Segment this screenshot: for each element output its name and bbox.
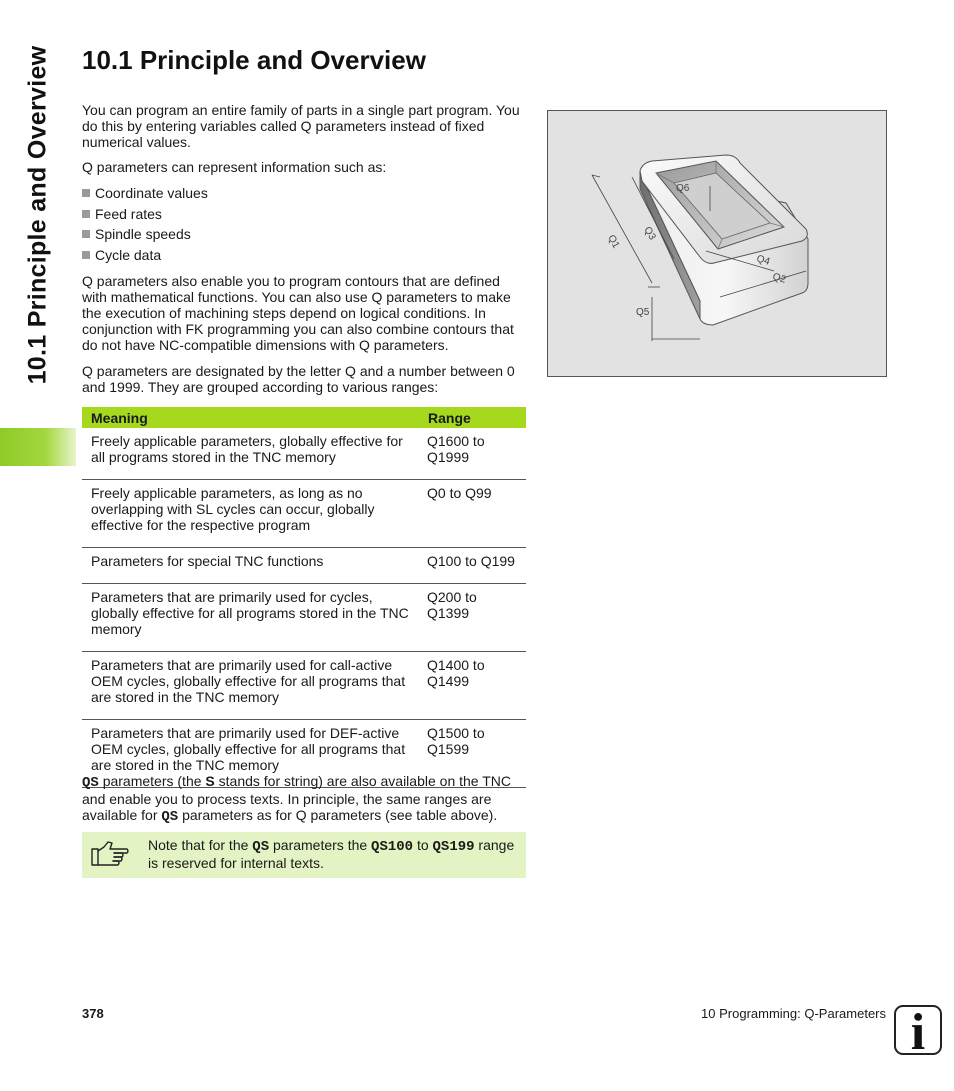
label-q6: Q6 xyxy=(676,183,690,194)
intro-paragraph: You can program an entire family of parts in a single part program. You do this by entering variables called Q parameters instead of fixed numerical values. xyxy=(82,102,520,150)
designation-paragraph: Q parameters are designated by the letter Q and a number between 0 and 1999. They are grouped according to various ranges: xyxy=(82,363,515,395)
cell-meaning: Parameters that are primarily used for cycles, globally effective for all programs stored in the TNC memory xyxy=(82,584,419,652)
table-row xyxy=(82,428,526,480)
bullet-list xyxy=(82,185,382,267)
q-parameter-range-table xyxy=(82,407,526,788)
label-q1: Q1 xyxy=(605,233,622,251)
column-header-range: Range xyxy=(419,407,526,428)
workpiece-body xyxy=(640,155,808,325)
page-number: 378 xyxy=(82,1006,104,1021)
table-row xyxy=(82,652,526,720)
chapter-footer: 10 Programming: Q-Parameters xyxy=(701,1006,886,1021)
list-item: Coordinate values xyxy=(82,185,382,206)
list-item: Feed rates xyxy=(82,206,382,227)
list-item: Cycle data xyxy=(82,247,382,268)
chapter-tab-marker xyxy=(0,428,76,466)
label-q2: Q2 xyxy=(771,271,788,286)
list-item: Spindle speeds xyxy=(82,226,382,247)
table-header-row xyxy=(82,407,526,428)
bullet-square-icon xyxy=(82,230,90,238)
cell-range: Q1400 to Q1499 xyxy=(419,652,526,720)
cell-range: Q1500 to Q1599 xyxy=(419,720,526,788)
column-header-meaning: Meaning xyxy=(82,407,419,428)
note-text: Note that for the QS parameters the QS100 to QS199 range is reserved for internal texts. xyxy=(148,837,515,871)
cell-meaning: Parameters that are primarily used for call-active OEM cycles, globally effective for all programs that are stored in the TNC memory xyxy=(82,652,419,720)
cell-meaning: Freely applicable parameters, globally effective for all programs stored in the TNC memory xyxy=(82,428,419,480)
label-q4: Q4 xyxy=(755,253,772,268)
label-q5: Q5 xyxy=(636,307,650,318)
info-icon: i xyxy=(894,1005,942,1055)
cell-meaning: Parameters for special TNC functions xyxy=(82,548,419,584)
cell-range: Q100 to Q199 xyxy=(419,548,526,584)
cell-range: Q1600 to Q1999 xyxy=(419,428,526,480)
bullet-square-icon xyxy=(82,210,90,218)
bullet-square-icon xyxy=(82,189,90,197)
table-row xyxy=(82,548,526,584)
cell-range: Q0 to Q99 xyxy=(419,480,526,548)
label-q3: Q3 xyxy=(641,225,658,243)
cell-range: Q200 to Q1399 xyxy=(419,584,526,652)
workpiece-illustration xyxy=(548,111,886,376)
cell-meaning: Parameters that are primarily used for DEF-active OEM cycles, globally effective for all programs that are stored in the TNC memory xyxy=(82,720,419,788)
bullet-square-icon xyxy=(82,251,90,259)
cell-meaning: Freely applicable parameters, as long as no overlapping with SL cycles can occur, globally effective for the respective program xyxy=(82,480,419,548)
table-row xyxy=(82,480,526,548)
side-chapter-title: 10.1 Principle and Overview xyxy=(23,45,52,385)
note-box xyxy=(82,832,526,878)
pointing-hand-icon xyxy=(90,840,130,868)
workpiece-figure xyxy=(547,110,887,377)
qs-paragraph: QS parameters (the S stands for string) are also available on the TNC and enable you to process texts. In principle, the same ranges are available for QS parameters as for Q parameters (see table above). xyxy=(82,773,511,825)
contours-paragraph: Q parameters also enable you to program contours that are defined with mathematical functions. You can also use Q parameters to make the execution of machining steps depend on logical conditions. In conjunction with FK programming you can also combine contours that do not have NC-compatible dimensions with Q parameters. xyxy=(82,273,514,353)
table-row xyxy=(82,584,526,652)
represent-intro: Q parameters can represent information such as: xyxy=(82,159,387,175)
page-title: 10.1 Principle and Overview xyxy=(82,45,426,75)
